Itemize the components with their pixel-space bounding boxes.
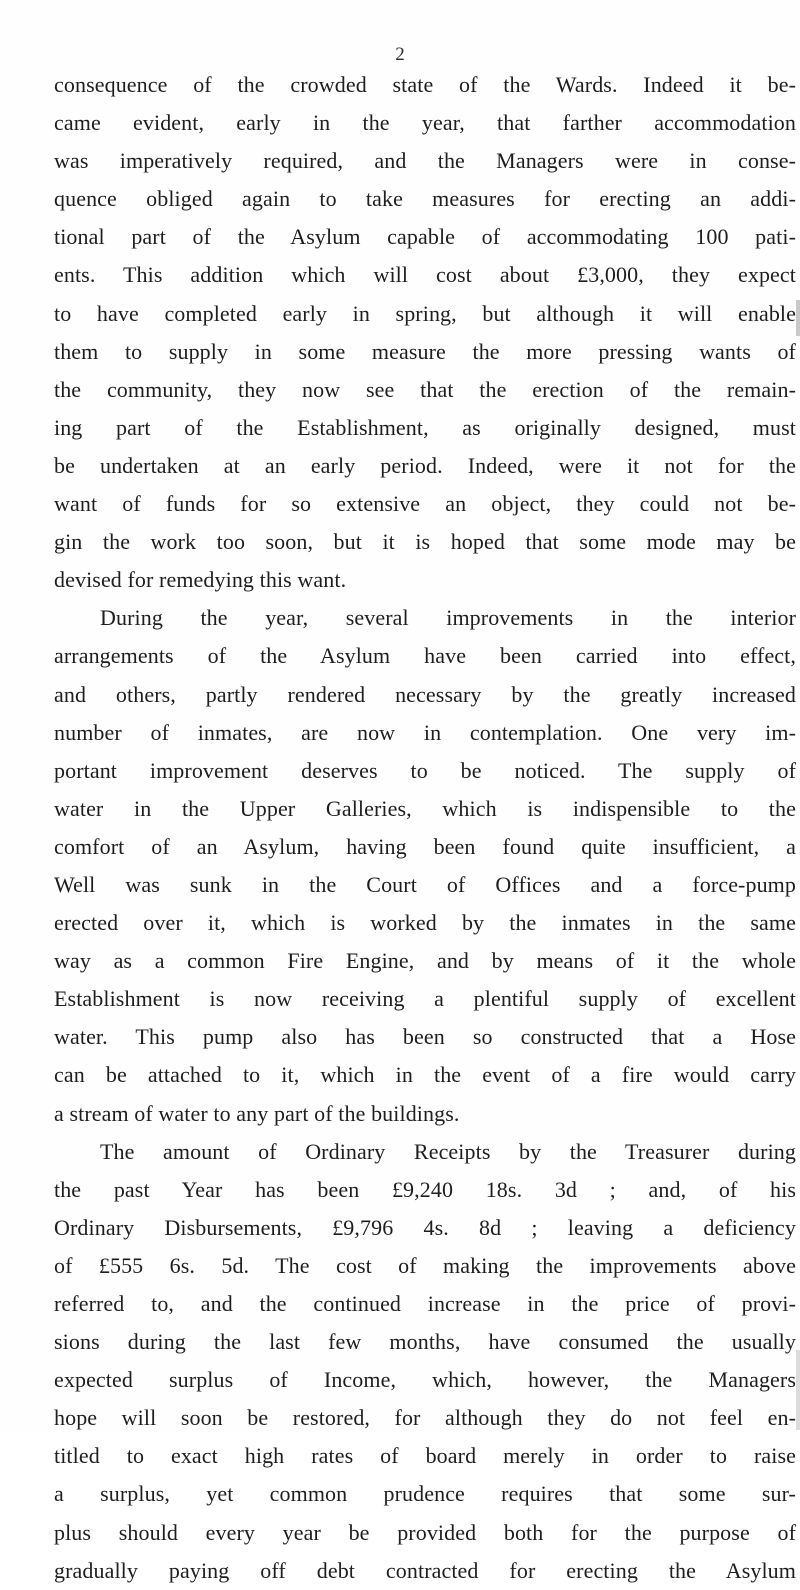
text-line: them to supply in some measure the more pressing wants of [54, 338, 796, 364]
text-line: comfort of an Asylum, having been found quite insufficient, a [54, 833, 796, 859]
text-line: sions during the last few months, have consumed the usually [54, 1329, 796, 1355]
text-line: and others, partly rendered necessary by the greatly increased [54, 681, 796, 707]
text-line: the past Year has been £9,240 18s. 3d ; and, of his [54, 1176, 796, 1202]
text-line: water. This pump also has been so constructed that a Hose [54, 1024, 796, 1050]
text-line: want of funds for so extensive an object, they could not be- [54, 491, 796, 517]
text-line: referred to, and the continued increase in the price of provi- [54, 1291, 796, 1316]
text-line: tional part of the Asylum capable of accommodating 100 pati- [54, 224, 796, 250]
text-line: Establishment is now receiving a plentiful supply of excellent [54, 986, 796, 1012]
text-line: way as a common Fire Engine, and by means of it the whole [54, 948, 796, 974]
text-line: arrangements of the Asylum have been carried into effect, [54, 643, 796, 669]
text-line: be undertaken at an early period. Indeed, were it not for the [54, 452, 796, 478]
text-line: titled to exact high rates of board merely in order to raise [54, 1443, 796, 1469]
text-line: the community, they now see that the erection of the remain- [54, 376, 796, 402]
text-line: of £555 6s. 5d. The cost of making the improvements above [54, 1252, 796, 1278]
text-line: can be attached to it, which in the event of a fire would carry [54, 1062, 796, 1088]
text-line: hope will soon be restored, for although they do not feel en- [54, 1405, 796, 1431]
text-line: devised for remedying this want. [54, 567, 347, 593]
text-line: to have completed early in spring, but although it will enable [54, 300, 796, 326]
text-line: number of inmates, are now in contemplation. One very im- [54, 719, 796, 745]
text-line: came evident, early in the year, that farther accommodation [54, 110, 796, 136]
text-line: ing part of the Establishment, as originally designed, must [54, 414, 796, 440]
text-line: gin the work too soon, but it is hoped that some mode may be [54, 529, 796, 555]
text-line: quence obliged again to take measures for erecting an addi- [54, 186, 796, 212]
text-line: plus should every year be provided both for the purpose of [54, 1519, 796, 1545]
text-line: gradually paying off debt contracted for erecting the Asylum [54, 1557, 796, 1583]
page-edge-shadow [796, 300, 800, 336]
text-line: Well was sunk in the Court of Offices and a force-pump [54, 871, 796, 897]
page-number: 2 [395, 44, 405, 65]
text-line: erected over it, which is worked by the inmates in the same [54, 910, 796, 936]
text-line: portant improvement deserves to be noticed. The supply of [54, 757, 796, 783]
text-line: was imperatively required, and the Managers were in conse- [54, 148, 796, 174]
text-line: The amount of Ordinary Receipts by the Treasurer during [100, 1138, 796, 1164]
text-line: a surplus, yet common prudence requires that some sur- [54, 1481, 796, 1507]
text-line: consequence of the crowded state of the Wards. Indeed it be- [54, 72, 796, 97]
text-line: expected surplus of Income, which, however, the Managers [54, 1367, 796, 1393]
body-text [54, 66, 796, 1590]
text-line: water in the Upper Galleries, which is indispensible to the [54, 795, 796, 821]
text-line: ents. This addition which will cost about £3,000, they expect [54, 262, 796, 288]
page-edge-shadow [796, 1350, 800, 1430]
text-line: Ordinary Disbursements, £9,796 4s. 8d ; leaving a deficiency [54, 1214, 796, 1240]
text-line: During the year, several improvements in the interior [100, 605, 796, 631]
text-line: a stream of water to any part of the buildings. [54, 1100, 460, 1126]
